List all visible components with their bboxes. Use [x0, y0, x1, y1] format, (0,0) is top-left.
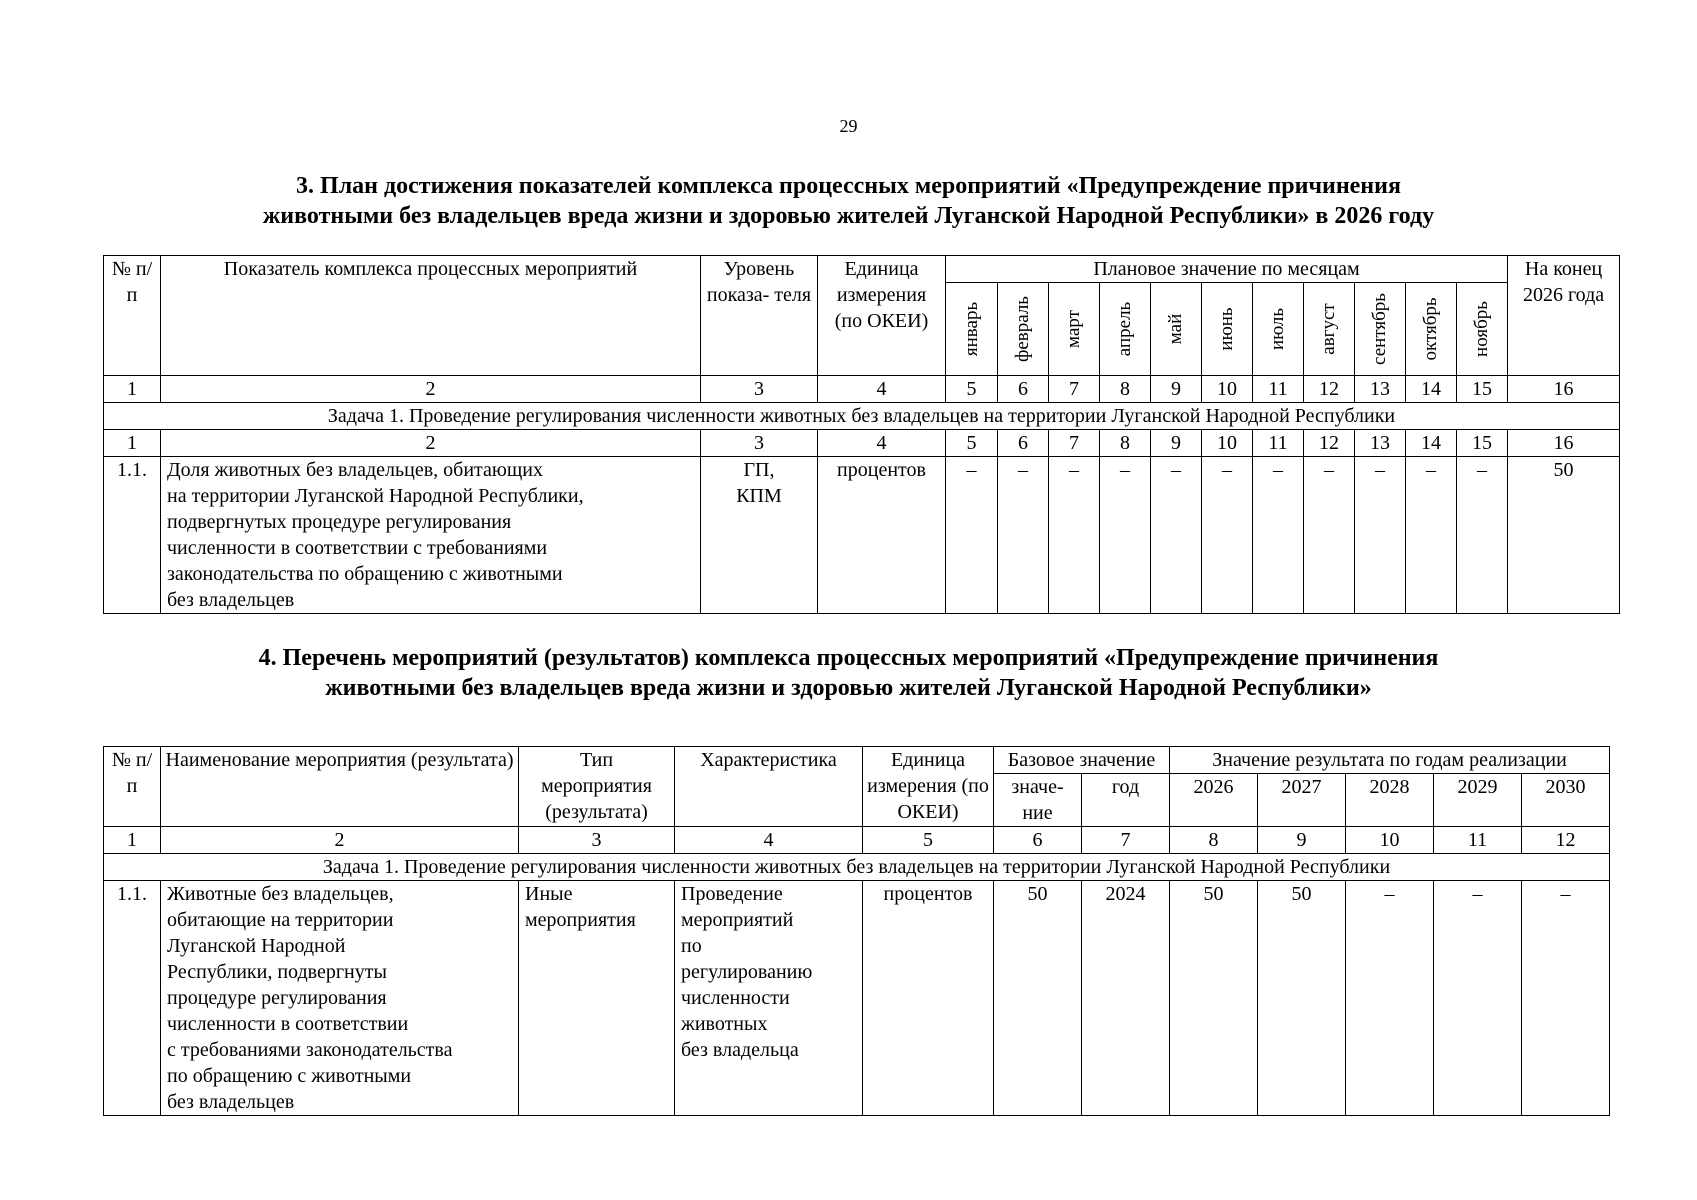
- col-number: 1: [104, 430, 161, 457]
- month-cell: [1100, 283, 1151, 376]
- activity-name-line: процедуре регулирования: [167, 987, 387, 1009]
- month-cell: [1304, 283, 1355, 376]
- header-year: 2030: [1522, 774, 1610, 827]
- header-activity-name: Наименование мероприятия (результата): [161, 747, 519, 827]
- month-cell: [1202, 283, 1253, 376]
- col-number: 15: [1457, 376, 1508, 403]
- year-value: –: [1434, 881, 1522, 1116]
- header-row: [104, 256, 1620, 283]
- task-row: [104, 403, 1620, 430]
- col-number: 12: [1304, 376, 1355, 403]
- month-cell: [946, 283, 998, 376]
- section-4-title-line-2: животными без владельцев вреда жизни и здоровью жителей Луганской Народной Республики»: [325, 675, 1372, 701]
- monthly-value: –: [1406, 457, 1457, 614]
- characteristic-line: по: [681, 935, 702, 957]
- base-year: 2024: [1082, 881, 1170, 1116]
- header-level: Уровень показа- теля: [701, 256, 818, 376]
- month-label: июнь: [1216, 307, 1237, 351]
- monthly-value: –: [1457, 457, 1508, 614]
- indicator-level-line: ГП,: [743, 459, 775, 481]
- activity-unit: процентов: [863, 881, 994, 1116]
- col-number: 2: [161, 376, 701, 403]
- indicator-unit: процентов: [818, 457, 946, 614]
- monthly-value: –: [1151, 457, 1202, 614]
- header-num: № п/п: [104, 747, 161, 827]
- month-cell: [1457, 283, 1508, 376]
- year-value: –: [1346, 881, 1434, 1116]
- col-number: 10: [1202, 376, 1253, 403]
- column-number-row: [104, 376, 1620, 403]
- activity-name-line: с требованиями законодательства: [167, 1039, 453, 1061]
- header-unit: Единица измерения (по ОКЕИ): [818, 256, 946, 376]
- month-label: ноябрь: [1471, 301, 1493, 357]
- col-number: 1: [104, 376, 161, 403]
- col-number: 8: [1100, 430, 1151, 457]
- characteristic-line: мероприятий: [681, 909, 794, 931]
- monthly-value: –: [998, 457, 1049, 614]
- activity-name-line: обитающие на территории: [167, 909, 394, 931]
- header-year: 2029: [1434, 774, 1522, 827]
- indicator-name-line: Доля животных без владельцев, обитающих: [167, 459, 543, 481]
- activity-characteristic: [675, 881, 863, 1116]
- col-number: 9: [1151, 376, 1202, 403]
- col-number: 5: [946, 430, 998, 457]
- header-indicator: Показатель комплекса процессных мероприятий: [161, 256, 701, 376]
- end-of-year-value: 50: [1508, 457, 1620, 614]
- header-plan-monthly: Плановое значение по месяцам: [946, 256, 1508, 283]
- header-unit: Единица измерения (по ОКЕИ): [863, 747, 994, 827]
- month-label: май: [1165, 313, 1186, 345]
- characteristic-line: численности: [681, 987, 790, 1009]
- col-number: 11: [1434, 827, 1522, 854]
- section-3-title: [0, 171, 1697, 231]
- indicator-name-line: законодательства по обращению с животными: [167, 563, 563, 585]
- col-number: 9: [1258, 827, 1346, 854]
- row-num: 1.1.: [104, 457, 161, 614]
- indicator-row: [104, 457, 1620, 614]
- month-cell: [1049, 283, 1100, 376]
- col-number: 3: [701, 376, 818, 403]
- month-label: октябрь: [1420, 297, 1441, 361]
- month-cell: [1355, 283, 1406, 376]
- month-label: сентябрь: [1369, 293, 1390, 365]
- characteristic-line: Проведение: [681, 883, 783, 905]
- activity-name-line: Республики, подвергнуты: [167, 961, 387, 983]
- col-number: 7: [1049, 376, 1100, 403]
- header-row: [104, 747, 1610, 774]
- indicator-name-line: численности в соответствии с требованиями: [167, 537, 548, 559]
- month-cell: [998, 283, 1049, 376]
- indicator-name-line: подвергнутых процедуре регулирования: [167, 511, 512, 533]
- header-characteristic: Характеристика: [675, 747, 863, 827]
- month-cell: [1151, 283, 1202, 376]
- header-year: 2026: [1170, 774, 1258, 827]
- month-cell: [1406, 283, 1457, 376]
- activity-type: [519, 881, 675, 1116]
- col-number: 4: [818, 430, 946, 457]
- task-title: Задача 1. Проведение регулирования численности животных без владельцев на территории Луганской Народной Республики: [104, 403, 1620, 430]
- activity-name-line: по обращению с животными: [167, 1065, 412, 1087]
- indicator-name: [161, 457, 701, 614]
- col-number: 3: [701, 430, 818, 457]
- col-number: 2: [161, 430, 701, 457]
- col-number: 11: [1253, 430, 1304, 457]
- column-number-row: [104, 430, 1620, 457]
- indicator-name-line: на территории Луганской Народной Республики,: [167, 485, 584, 507]
- activity-row: [104, 881, 1610, 1116]
- col-number: 7: [1082, 827, 1170, 854]
- monthly-value: –: [1202, 457, 1253, 614]
- header-year: 2028: [1346, 774, 1434, 827]
- col-number: 14: [1406, 430, 1457, 457]
- col-number: 10: [1346, 827, 1434, 854]
- year-value: –: [1522, 881, 1610, 1116]
- activity-name-line: без владельцев: [167, 1091, 295, 1113]
- base-value: 50: [994, 881, 1082, 1116]
- col-number: 1: [104, 827, 161, 854]
- col-number: 8: [1100, 376, 1151, 403]
- activity-name-line: Животные без владельцев,: [167, 883, 394, 905]
- col-number: 7: [1049, 430, 1100, 457]
- monthly-value: –: [1100, 457, 1151, 614]
- month-label: апрель: [1114, 301, 1135, 357]
- activity-name-line: Луганской Народной: [167, 935, 346, 957]
- col-number: 6: [998, 430, 1049, 457]
- header-num: № п/п: [104, 256, 161, 376]
- indicator-name-line: без владельцев: [167, 589, 295, 611]
- activity-name: [161, 881, 519, 1116]
- activity-type-line: мероприятия: [525, 909, 636, 931]
- header-base-value: Базовое значение: [994, 747, 1170, 774]
- col-number: 15: [1457, 430, 1508, 457]
- col-number: 3: [519, 827, 675, 854]
- col-number: 12: [1304, 430, 1355, 457]
- activity-type-line: Иные: [525, 883, 573, 905]
- month-label: март: [1063, 310, 1084, 348]
- characteristic-line: регулированию: [681, 961, 813, 983]
- col-number: 5: [863, 827, 994, 854]
- col-number: 13: [1355, 430, 1406, 457]
- col-number: 13: [1355, 376, 1406, 403]
- col-number: 10: [1202, 430, 1253, 457]
- col-number: 11: [1253, 376, 1304, 403]
- month-label: январь: [960, 301, 982, 357]
- header-result-by-year: Значение результата по годам реализации: [1170, 747, 1610, 774]
- col-number: 6: [994, 827, 1082, 854]
- monthly-value: –: [1253, 457, 1304, 614]
- month-cell: [1253, 283, 1304, 376]
- year-value: 50: [1258, 881, 1346, 1116]
- task-row: [104, 854, 1610, 881]
- header-year: 2027: [1258, 774, 1346, 827]
- section-3-title-line-1: 3. План достижения показателей комплекса процессных мероприятий «Предупреждение причинения: [296, 173, 1401, 199]
- header-base-value-number: значе- ние: [994, 774, 1082, 827]
- year-value: 50: [1170, 881, 1258, 1116]
- page-number: 29: [839, 116, 858, 136]
- col-number: 16: [1508, 376, 1620, 403]
- month-label: февраль: [1012, 296, 1033, 362]
- activities-table: [103, 746, 1610, 1116]
- col-number: 5: [946, 376, 998, 403]
- col-number: 9: [1151, 430, 1202, 457]
- month-label: июль: [1267, 307, 1288, 351]
- col-number: 4: [818, 376, 946, 403]
- row-num: 1.1.: [104, 881, 161, 1116]
- section-4-title: [0, 643, 1697, 703]
- col-number: 2: [161, 827, 519, 854]
- indicator-level-line: КПМ: [736, 485, 782, 507]
- indicator-level: [701, 457, 818, 614]
- col-number: 8: [1170, 827, 1258, 854]
- header-base-year: год: [1082, 774, 1170, 827]
- monthly-value: –: [1304, 457, 1355, 614]
- column-number-row: [104, 827, 1610, 854]
- activity-name-line: численности в соответствии: [167, 1013, 409, 1035]
- col-number: 4: [675, 827, 863, 854]
- col-number: 16: [1508, 430, 1620, 457]
- task-title: Задача 1. Проведение регулирования численности животных без владельцев на территории Луганской Народной Республики: [104, 854, 1610, 881]
- characteristic-line: животных: [681, 1013, 768, 1035]
- section-4-title-line-1: 4. Перечень мероприятий (результатов) комплекса процессных мероприятий «Предупреждение причинения: [258, 645, 1439, 671]
- header-activity-type: Тип мероприятия (результата): [519, 747, 675, 827]
- indicator-plan-table: [103, 255, 1620, 614]
- col-number: 6: [998, 376, 1049, 403]
- col-number: 12: [1522, 827, 1610, 854]
- monthly-value: –: [946, 457, 998, 614]
- monthly-value: –: [1049, 457, 1100, 614]
- month-label: август: [1318, 303, 1339, 355]
- header-end-of-year: На конец 2026 года: [1508, 256, 1620, 376]
- characteristic-line: без владельца: [681, 1039, 799, 1061]
- col-number: 14: [1406, 376, 1457, 403]
- monthly-value: –: [1355, 457, 1406, 614]
- section-3-title-line-2: животными без владельцев вреда жизни и здоровью жителей Луганской Народной Республики» в 2026 году: [262, 203, 1435, 229]
